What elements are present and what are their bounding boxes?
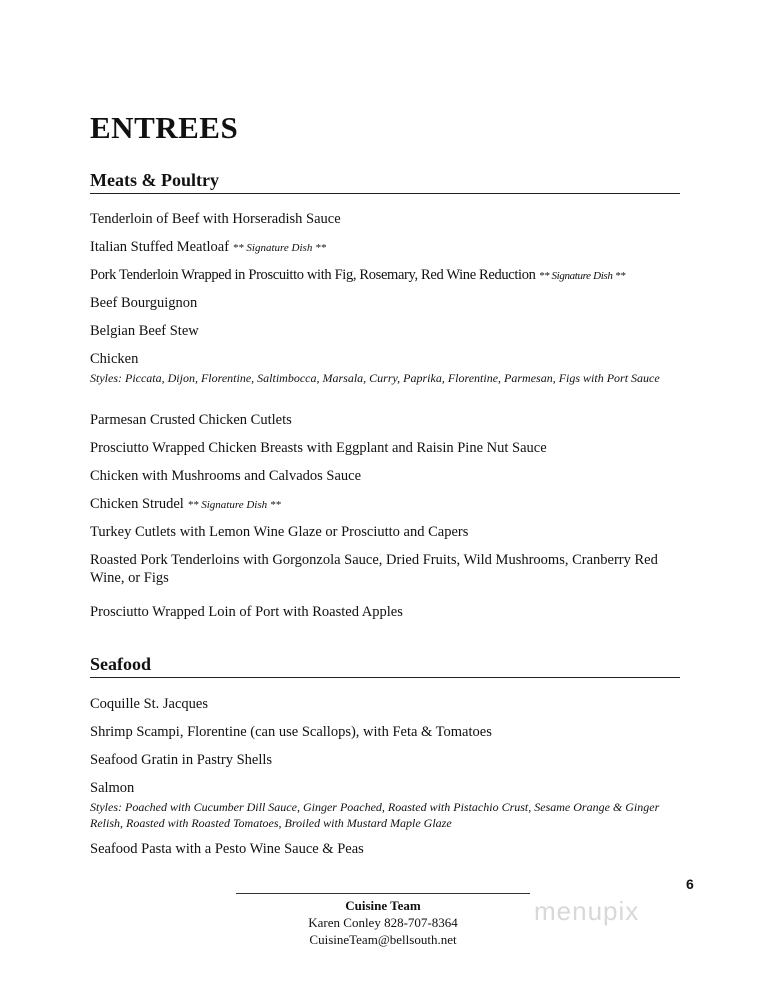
menu-item-name: Pork Tenderloin Wrapped in Proscuitto with Fig, Rosemary, Red Wine Reduction (90, 267, 536, 283)
menu-item (90, 238, 670, 257)
menu-item (90, 266, 670, 285)
menu-item-styles: Styles: Piccata, Dijon, Florentine, Saltimbocca, Marsala, Curry, Paprika, Florentine, Parmesan, Figs with Port Sauce (90, 371, 660, 385)
menu-item-name: Beef Bourguignon (90, 295, 198, 311)
menu-item (90, 439, 670, 457)
menu-item-name: Roasted Pork Tenderloins with Gorgonzola Sauce, Dried Fruits, Wild Mushrooms, Cranberry Red Wine, or Figs (90, 552, 658, 586)
page-title: ENTREES (90, 110, 239, 145)
section-heading-meats: Meats & Poultry (90, 170, 680, 194)
menu-item-name: Italian Stuffed Meatloaf (90, 239, 230, 255)
menu-item (90, 467, 670, 485)
menu-item-name: Prosciutto Wrapped Chicken Breasts with Eggplant and Raisin Pine Nut Sauce (90, 440, 547, 456)
signature-dish-note: ** Signature Dish ** (232, 242, 327, 254)
footer-email: CuisineTeam@bellsouth.net (309, 932, 457, 947)
menu-item-name: Prosciutto Wrapped Loin of Port with Roasted Apples (90, 604, 403, 620)
footer-team-name: Cuisine Team (345, 898, 421, 913)
menu-item-name: Turkey Cutlets with Lemon Wine Glaze or Prosciutto and Capers (90, 524, 469, 540)
menu-item-name: Chicken Strudel (90, 496, 184, 512)
menu-item (90, 210, 670, 228)
page-number: 6 (686, 876, 694, 892)
signature-dish-note: ** Signature Dish ** (187, 499, 281, 511)
menu-item-name: Seafood Pasta with a Pesto Wine Sauce & Peas (90, 841, 364, 857)
menu-item (90, 695, 670, 713)
menu-item-name: Belgian Beef Stew (90, 323, 199, 339)
menu-item (90, 350, 670, 386)
menu-item (90, 411, 670, 429)
footer-contact-phone: Karen Conley 828-707-8364 (308, 915, 458, 930)
menu-item (90, 840, 670, 858)
signature-dish-note: ** Signature Dish ** (538, 270, 626, 282)
footer-divider (236, 893, 530, 894)
menu-item-name: Chicken (90, 351, 139, 367)
menu-item (90, 523, 670, 541)
menu-item (90, 751, 670, 769)
watermark-logo: menupix (534, 896, 640, 926)
menu-item (90, 294, 670, 312)
menu-item (90, 551, 670, 587)
menu-item-name: Chicken with Mushrooms and Calvados Sauce (90, 468, 362, 484)
section-heading-seafood: Seafood (90, 654, 680, 678)
menu-item (90, 322, 670, 340)
menu-item-name: Tenderloin of Beef with Horseradish Sauce (90, 211, 341, 227)
menu-item (90, 603, 670, 621)
footer-contact (236, 897, 530, 948)
menu-item (90, 495, 670, 514)
menu-item-name: Salmon (90, 780, 135, 796)
menu-item-name: Seafood Gratin in Pastry Shells (90, 752, 273, 768)
menu-item-name: Coquille St. Jacques (90, 696, 209, 712)
menu-item (90, 723, 670, 741)
menu-item-styles: Styles: Poached with Cucumber Dill Sauce, Ginger Poached, Roasted with Pistachio Crust, Sesame Orange & Ginger Relish, Roasted with Roasted Tomatoes, Broiled with Mustard Maple Glaze (90, 800, 660, 830)
menu-item-name: Parmesan Crusted Chicken Cutlets (90, 412, 292, 428)
menu-item (90, 779, 670, 831)
menu-item-name: Shrimp Scampi, Florentine (can use Scallops), with Feta & Tomatoes (90, 724, 492, 740)
